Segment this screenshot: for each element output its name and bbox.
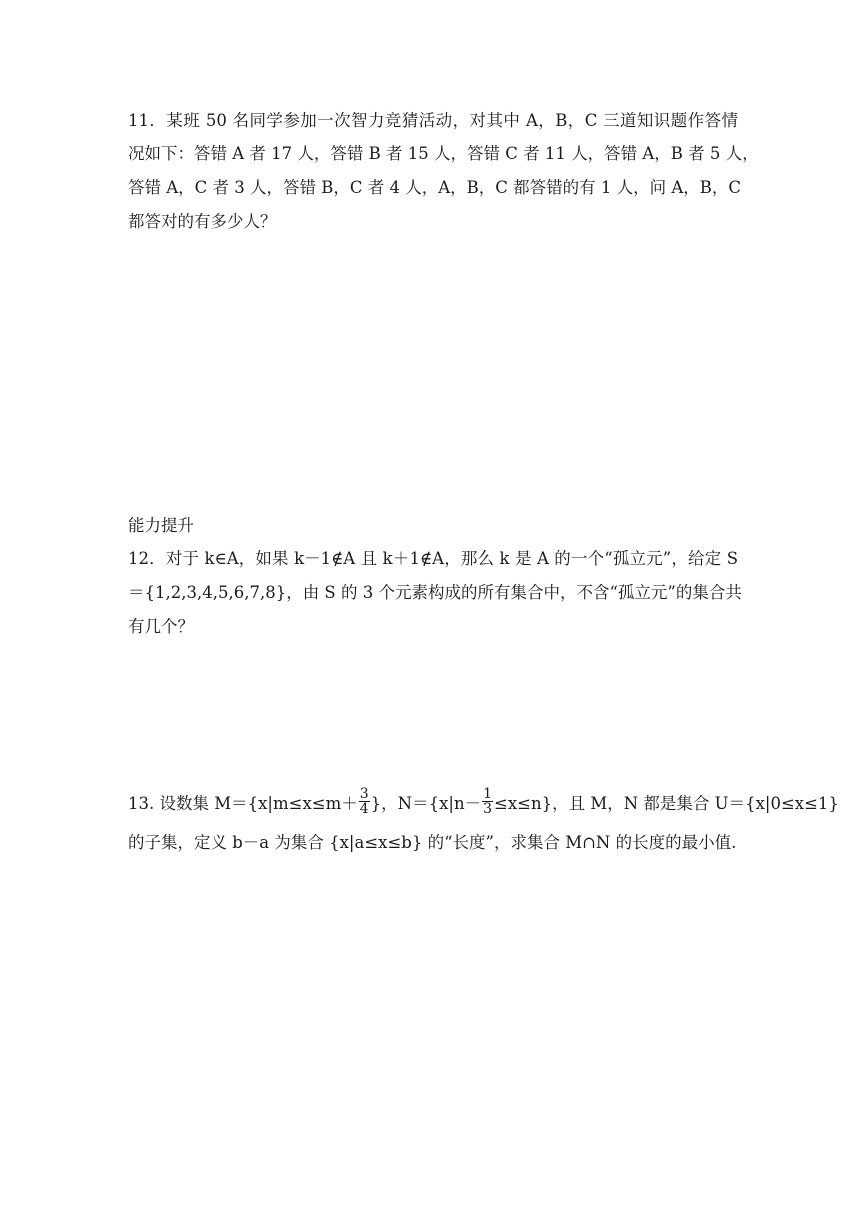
fraction-denominator: 4	[359, 801, 369, 817]
question-13-text-part-3: ≤x≤n}，且 M，N 都是集合 U＝{x|0≤x≤1}	[494, 794, 839, 813]
question-13-line-2: 的子集，定义 b－a 为集合 {x|a≤x≤b} 的“长度”，求集合 M∩N 的长度的最小值.	[128, 833, 737, 852]
section-heading: 能力提升	[128, 516, 194, 535]
question-11-line-1: 11．某班 50 名同学参加一次智力竞猜活动，对其中 A，B，C 三道知识题作答情	[128, 111, 738, 130]
question-12-line-3: 有几个？	[128, 617, 194, 636]
question-11-line-4: 都答对的有多少人？	[128, 212, 277, 231]
fraction-one-third	[482, 787, 493, 816]
fraction-numerator: 1	[483, 786, 493, 802]
fraction-three-quarters	[359, 787, 370, 816]
question-13-text-part-1: 13. 设数集 M＝{x|m≤x≤m＋	[128, 794, 358, 813]
question-11-line-3: 答错 A，C 者 3 人，答错 B，C 者 4 人，A，B，C 都答错的有 1 人，问 A，B，C	[128, 178, 742, 197]
fraction-denominator: 3	[483, 801, 493, 817]
question-13-line-1	[128, 786, 839, 819]
question-11-line-2: 况如下：答错 A 者 17 人，答错 B 者 15 人，答错 C 者 11 人，答错 A，B 者 5 人，	[128, 144, 759, 163]
question-13-text-part-2: }，N＝{x|n－	[370, 794, 482, 813]
question-12-line-1: 12．对于 k∈A，如果 k－1∉A 且 k＋1∉A，那么 k 是 A 的一个“孤立元”，给定 S	[128, 549, 738, 568]
fraction-numerator: 3	[359, 786, 369, 802]
question-12-line-2: ＝{1,2,3,4,5,6,7,8}，由 S 的 3 个元素构成的所有集合中，不含“孤立元”的集合共	[128, 583, 742, 602]
